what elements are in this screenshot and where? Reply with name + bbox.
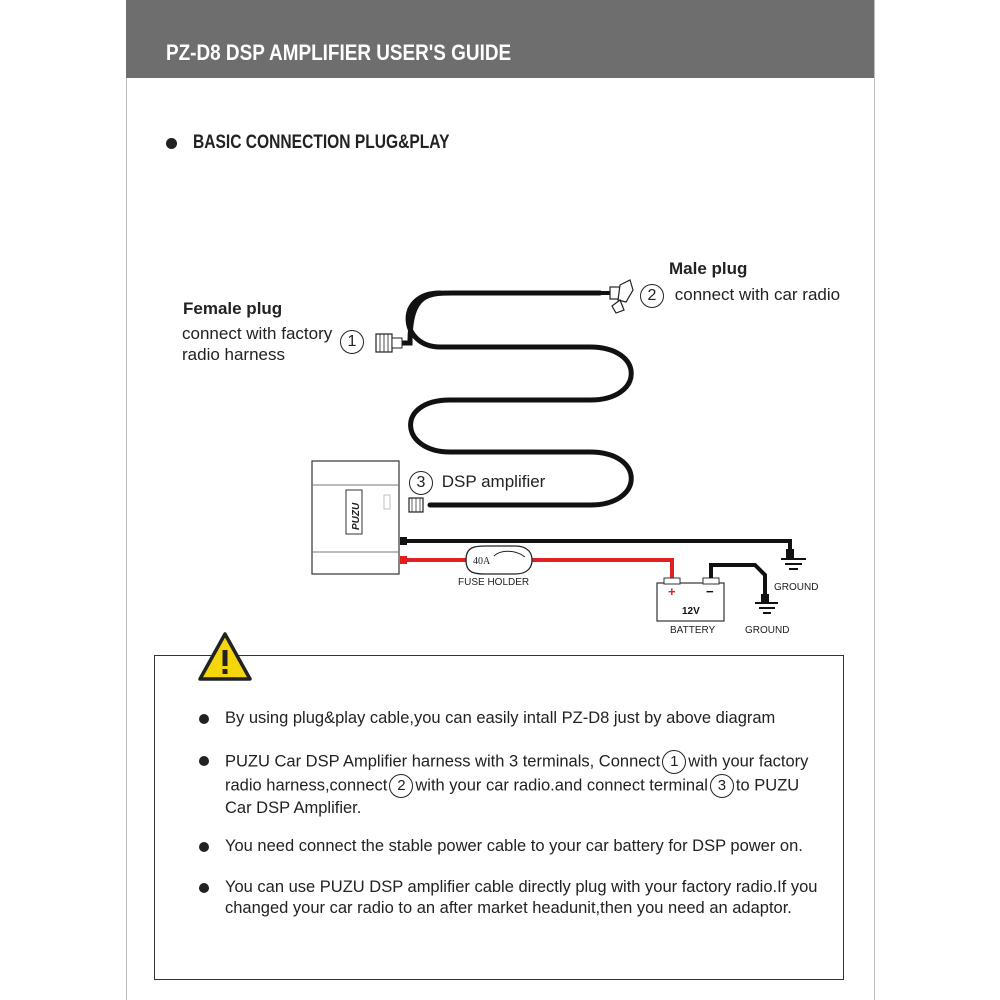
note-text-part: with your car radio.and connect terminal (415, 776, 708, 795)
note-text-part: to PUZU Car DSP Amplifier. (225, 776, 800, 817)
battery-plus: + (668, 584, 676, 599)
note-text: You need connect the stable power cable to your car battery for DSP power on. (225, 837, 803, 855)
callout-number: 2 (389, 774, 413, 798)
female-plug-title: Female plug (183, 299, 283, 318)
callout-number: 1 (340, 330, 364, 354)
bullet-icon (199, 756, 209, 766)
dsp-connector (409, 498, 423, 512)
ground-label: GROUND (774, 582, 819, 593)
fuse-holder-label: FUSE HOLDER (458, 577, 530, 588)
note-text (225, 750, 830, 819)
bullet-icon (199, 883, 209, 893)
male-plug-desc: connect with car radio (674, 285, 841, 304)
female-plug-callout (340, 330, 364, 354)
callout-number: 3 (710, 774, 734, 798)
note-text-part: with your factory radio harness,connect (225, 752, 809, 795)
note-text: By using plug&play cable,you can easily intall PZ-D8 just by above diagram (225, 709, 776, 727)
callout-number: 1 (662, 750, 686, 774)
female-plug-desc-1: connect with factory (182, 324, 333, 343)
male-plug-connector (600, 280, 633, 313)
note-text-part: PUZU Car DSP Amplifier harness with 3 terminals, Connect (225, 752, 661, 771)
battery (657, 578, 724, 621)
note-text: You can use PUZU DSP amplifier cable directly plug with your factory radio.If you changed your car radio to an after market headunit,then you need an adaptor. (225, 878, 818, 917)
battery-voltage: 12V (682, 606, 700, 617)
callout-number: 3 (409, 471, 433, 495)
male-plug-title: Male plug (669, 259, 748, 278)
ground-label: GROUND (745, 625, 790, 636)
dsp-label (409, 471, 545, 495)
fuse-holder (466, 546, 532, 574)
male-plug-label (640, 284, 840, 308)
section-title: BASIC CONNECTION PLUG&PLAY (193, 132, 450, 153)
fuse-rating: 40A (473, 556, 491, 567)
female-plug-desc-2: radio harness (182, 345, 286, 364)
bullet-icon (199, 714, 209, 724)
ground-icon (755, 594, 778, 613)
callout-number: 2 (640, 284, 664, 308)
dsp-ground-wire (405, 541, 790, 550)
harness-cable (392, 293, 600, 343)
svg-text:PUZU: PUZU (351, 502, 362, 530)
bullet-icon (199, 842, 209, 852)
page-title: PZ-D8 DSP AMPLIFIER USER'S GUIDE (166, 40, 512, 65)
dsp-desc: DSP amplifier (441, 472, 546, 491)
female-plug-connector (376, 334, 402, 352)
ground-icon (781, 549, 806, 569)
warning-triangle-icon (197, 631, 253, 683)
battery-label: BATTERY (670, 625, 716, 636)
battery-minus: − (706, 584, 714, 599)
dsp-amplifier-box (312, 461, 399, 574)
